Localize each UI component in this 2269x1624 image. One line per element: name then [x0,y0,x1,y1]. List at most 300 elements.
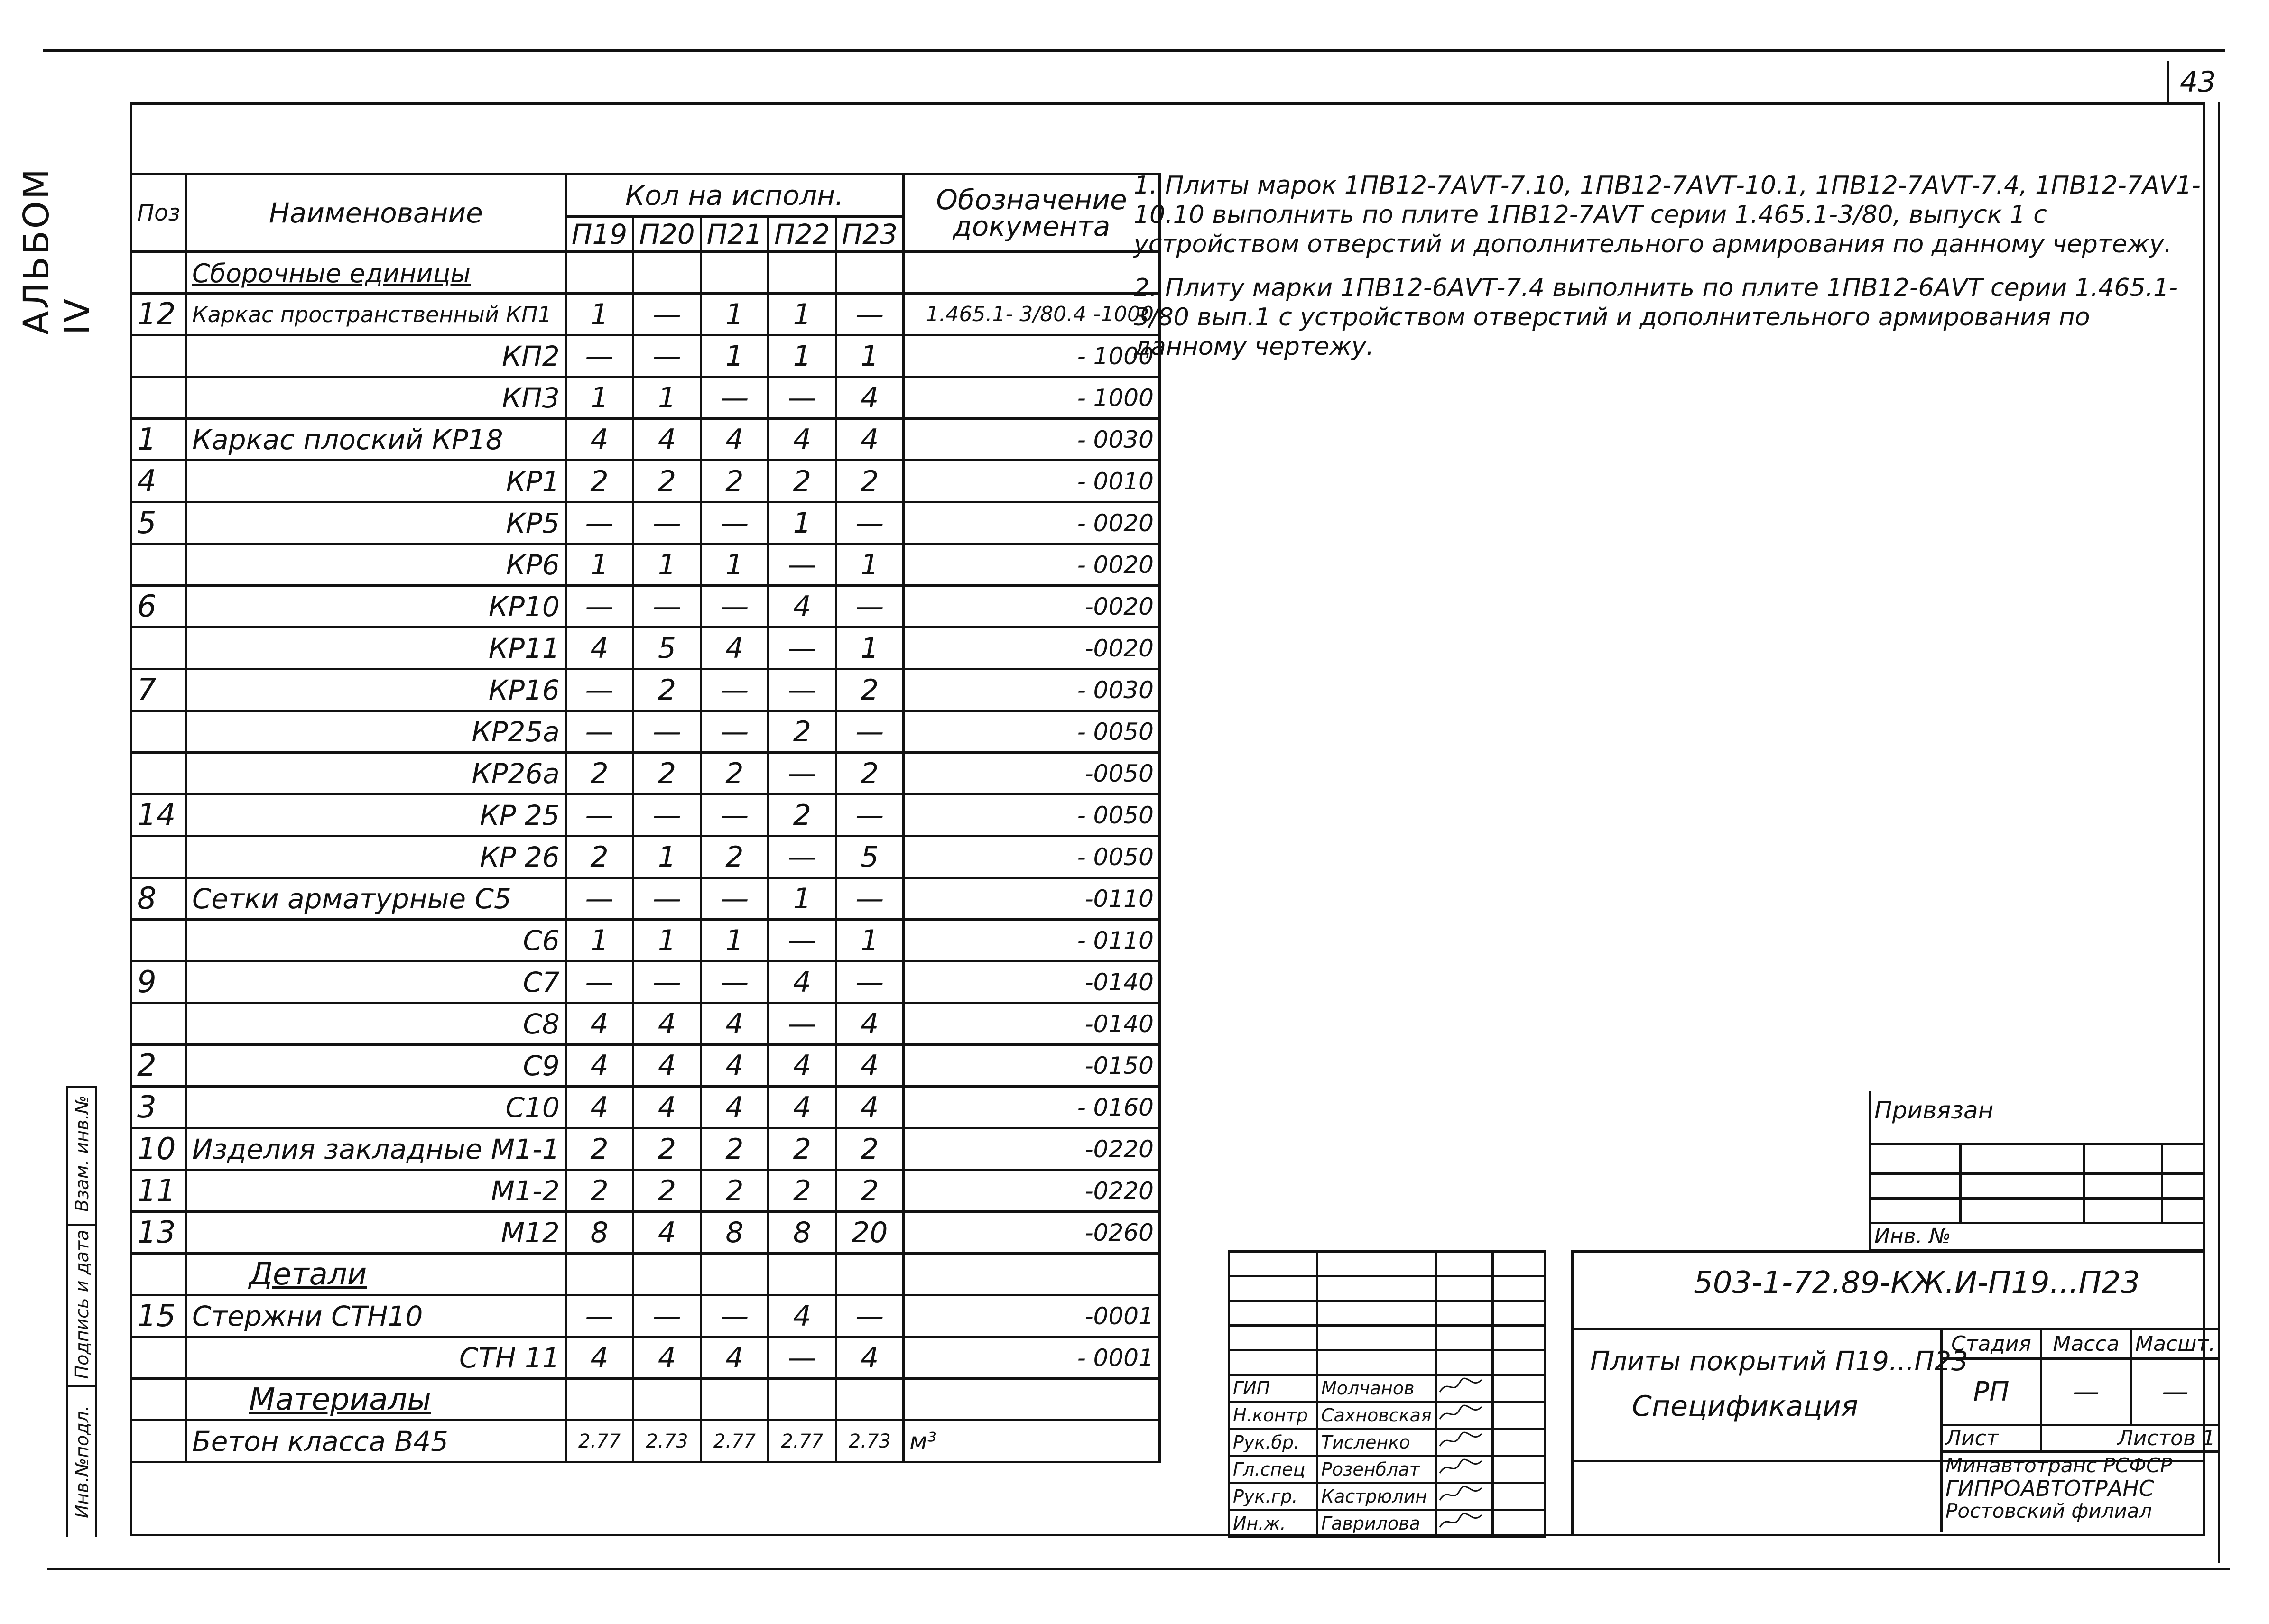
row-doc: - 0010 [903,461,1159,502]
header-pos: Поз [131,174,186,252]
row-name: Каркас плоский КР18 [186,419,565,461]
staff-row [1229,1510,1545,1537]
table-row [131,711,1160,753]
staff-role: Рук.бр. [1229,1429,1317,1456]
row-doc: - 0030 [903,419,1159,461]
header-name: Наименование [186,174,565,252]
note-1: 1. Плиты марок 1ПВ12-7АⅤТ-7.10, 1ПВ12-7АⅤТ-10.1, 1ПВ12-7АⅤТ-7.4, 1ПВ12-7АⅤ1-10.10 выполнить по плите 1ПВ12-7АⅤТ серии 1.465.1-3/80, выпуск 1 с устройством отверстий и дополнительного армирования по данному чертежу. [1134,171,2201,258]
qty-cell: 4 [701,1337,768,1379]
row-name: М1-2 [186,1170,565,1212]
qty-cell: 8 [769,1212,836,1254]
qty-cell: — [701,961,768,1003]
staff-name: Молчанов [1317,1375,1436,1402]
qty-cell: — [633,502,701,544]
row-doc: -0150 [903,1045,1159,1087]
qty-cell: — [769,1337,836,1379]
stage-value: РП [1942,1359,2041,1425]
binding-title: Привязан [1871,1091,2205,1144]
qty-cell: — [769,1003,836,1045]
section-title-text: Детали [249,1256,367,1292]
row-pos: 7 [131,669,186,711]
qty-cell: — [565,586,633,627]
row-pos [131,627,186,669]
date-cell [1492,1375,1545,1402]
empty-cell [633,1254,701,1295]
tb-right-left [1571,1250,1574,1535]
qty-cell: — [701,669,768,711]
qty-cell: 1 [701,544,768,586]
row-pos: 13 [131,1212,186,1254]
qty-cell: 2 [836,461,903,502]
qty-cell: 1 [565,920,633,961]
empty-cell [903,1254,1159,1295]
header-variant: П22 [769,217,836,252]
side-stamp-div2 [66,1385,97,1387]
table-row [131,1212,1160,1254]
qty-cell: 4 [633,419,701,461]
row-pos [131,920,186,961]
row-name: Сетки арматурные С5 [186,878,565,920]
row-name: КР 26 [186,836,565,878]
table-row [131,836,1160,878]
row-doc: -0140 [903,961,1159,1003]
qty-cell: 4 [565,1337,633,1379]
qty-cell: 4 [769,586,836,627]
signature-scribble [1437,1376,1484,1397]
qty-cell: — [836,294,903,335]
empty-cell [903,252,1159,294]
qty-cell: 2 [836,1170,903,1212]
qty-cell: 5 [836,836,903,878]
table-row [131,502,1160,544]
side-stamp-inv-vzam: Взам. инв.№ [72,1095,93,1212]
qty-cell: 5 [633,627,701,669]
staff-name: Розенблат [1317,1456,1436,1483]
qty-cell: 1 [633,377,701,419]
frame-bottom [130,1534,2205,1536]
qty-cell: 1 [769,878,836,920]
row-pos [131,1421,186,1462]
album-label: АЛЬБОМ IV [16,167,98,335]
row-name: КР16 [186,669,565,711]
tb-right-top [1571,1250,2203,1253]
header-qty: Кол на исполн. [565,174,903,217]
qty-cell: 2 [701,836,768,878]
row-name: С9 [186,1045,565,1087]
row-name: С6 [186,920,565,961]
qty-cell: — [565,335,633,377]
row-name: КП2 [186,335,565,377]
qty-cell: 2.77 [701,1421,768,1462]
staff-role: Гл.спец [1229,1456,1317,1483]
row-doc: -0220 [903,1170,1159,1212]
side-stamp-sign-date: Подпись и дата [72,1229,93,1379]
row-doc: м³ [903,1421,1159,1462]
qty-cell: 2 [633,1128,701,1170]
empty-cell [769,252,836,294]
qty-cell: — [769,753,836,794]
mass-value: — [2041,1359,2131,1425]
table-row [131,1087,1160,1128]
qty-cell: 2 [565,753,633,794]
qty-cell: — [769,920,836,961]
qty-cell: 4 [633,1212,701,1254]
row-pos [131,836,186,878]
qty-cell: 1 [633,544,701,586]
title-block-stage [1940,1328,2218,1532]
qty-cell: — [836,961,903,1003]
section-title-text: Материалы [249,1382,431,1417]
section-row [131,1379,1160,1421]
staff-role: ГИП [1229,1375,1317,1402]
row-pos: 14 [131,794,186,836]
row-doc: - 1000 [903,377,1159,419]
qty-cell: — [701,502,768,544]
qty-cell: 4 [769,1295,836,1337]
qty-cell: 1 [836,335,903,377]
header-variant: П20 [633,217,701,252]
row-doc: - 0050 [903,711,1159,753]
row-doc: -0140 [903,1003,1159,1045]
date-cell [1492,1510,1545,1537]
empty-cell [565,1254,633,1295]
qty-cell: — [565,669,633,711]
qty-cell: 2 [836,669,903,711]
empty-cell [633,252,701,294]
qty-cell: 1 [836,627,903,669]
row-doc: -0220 [903,1128,1159,1170]
row-pos [131,544,186,586]
qty-cell: 2 [701,461,768,502]
row-pos [131,335,186,377]
row-name: КР11 [186,627,565,669]
qty-cell: 8 [701,1212,768,1254]
qty-cell: 2 [701,1128,768,1170]
staff-row [1229,1429,1545,1456]
qty-cell: 4 [836,419,903,461]
row-name: Бетон класса В45 [186,1421,565,1462]
row-pos [131,711,186,753]
row-doc: -0020 [903,586,1159,627]
signature-scribble [1437,1484,1484,1505]
qty-cell: 8 [565,1212,633,1254]
signature [1435,1429,1492,1456]
row-name: С8 [186,1003,565,1045]
qty-cell: 2 [633,1170,701,1212]
row-pos [131,1254,186,1295]
qty-cell: 4 [836,377,903,419]
header-variant: П23 [836,217,903,252]
qty-cell: 4 [836,1337,903,1379]
row-name: СТН 11 [186,1337,565,1379]
qty-cell: — [769,627,836,669]
signature [1435,1402,1492,1429]
qty-cell: 2 [565,1170,633,1212]
qty-cell: 4 [565,419,633,461]
qty-cell: — [565,1295,633,1337]
drawing-title-2: Спецификация [1632,1390,1859,1423]
staff-role: Ин.ж. [1229,1510,1317,1537]
table-row [131,586,1160,627]
signature-scribble [1437,1403,1484,1424]
empty-cell [769,1379,836,1421]
empty-cell [701,1379,768,1421]
row-pos [131,1337,186,1379]
row-doc: -0110 [903,878,1159,920]
table-row [131,1337,1160,1379]
qty-cell: 1 [701,294,768,335]
qty-cell: 1 [836,544,903,586]
scale-label: Масшт. [2131,1329,2219,1359]
section-title [186,252,565,294]
sheet-number-box-left [2167,61,2169,104]
empty-cell [701,1254,768,1295]
note-2: 2. Плиту марки 1ПВ12-6АⅤТ-7.4 выполнить по плите 1ПВ12-6АⅤТ серии 1.465.1-3/80 вып.1 с устройством отверстий и дополнительного армирования по данному чертежу. [1134,274,2178,361]
qty-cell: 4 [565,1087,633,1128]
qty-cell: 4 [565,1003,633,1045]
table-row [131,627,1160,669]
qty-cell: 1 [769,294,836,335]
bottom-border-line [47,1568,2230,1570]
qty-cell: 4 [633,1087,701,1128]
table-row [131,920,1160,961]
qty-cell: 2 [633,669,701,711]
qty-cell: 2 [836,1128,903,1170]
side-stamp-div1 [66,1224,97,1226]
qty-cell: 1 [565,294,633,335]
specification-table [130,173,1161,1463]
qty-cell: — [633,294,701,335]
qty-cell: — [701,794,768,836]
section-title [186,1379,565,1421]
qty-cell: — [701,1295,768,1337]
document-code: 503-1-72.89-КЖ.И-П19...П23 [1694,1265,2140,1301]
section-row [131,1254,1160,1295]
staff-name: Тисленко [1317,1429,1436,1456]
qty-cell: 4 [633,1045,701,1087]
side-stamp-inv-podl: Инв.№подл. [72,1405,93,1519]
table-row [131,961,1160,1003]
qty-cell: — [565,878,633,920]
staff-name: Кастрюлин [1317,1483,1436,1510]
row-doc: - 0020 [903,502,1159,544]
table-row [131,419,1160,461]
table-row [131,1045,1160,1087]
date-cell [1492,1456,1545,1483]
table-row [131,1295,1160,1337]
header-variant: П19 [565,217,633,252]
row-doc: -0260 [903,1212,1159,1254]
qty-cell: — [836,878,903,920]
qty-cell: — [769,669,836,711]
row-doc: - 0110 [903,920,1159,961]
org-line-1: Минавтотранс РСФСР [1945,1454,2172,1477]
qty-cell: 4 [769,1087,836,1128]
qty-cell: 20 [836,1212,903,1254]
row-name: С7 [186,961,565,1003]
organization [1942,1452,2219,1532]
qty-cell: 4 [565,627,633,669]
table-row [131,794,1160,836]
table-row [131,335,1160,377]
row-doc: - 0160 [903,1087,1159,1128]
row-name: КР25а [186,711,565,753]
row-pos: 5 [131,502,186,544]
table-row [131,878,1160,920]
qty-cell: — [701,711,768,753]
row-pos [131,1379,186,1421]
qty-cell: 1 [633,836,701,878]
signature-scribble [1437,1511,1484,1532]
row-name: Каркас пространственный КП1 [186,294,565,335]
staff-role: Н.контр [1229,1402,1317,1429]
row-pos: 8 [131,878,186,920]
qty-cell: — [565,794,633,836]
side-stamp-top [66,1086,97,1088]
section-title-text: Сборочные единицы [192,258,471,288]
row-name: КР10 [186,586,565,627]
row-pos [131,252,186,294]
table-row [131,1170,1160,1212]
qty-cell: 1 [701,920,768,961]
qty-cell: 4 [836,1087,903,1128]
qty-cell: — [836,1295,903,1337]
qty-cell: 2 [633,753,701,794]
qty-cell: 4 [633,1337,701,1379]
qty-cell: 4 [701,1087,768,1128]
signature [1435,1510,1492,1537]
qty-cell: 1 [565,544,633,586]
scale-value: — [2131,1359,2219,1425]
qty-cell: 1 [633,920,701,961]
row-name: КП3 [186,377,565,419]
qty-cell: — [836,711,903,753]
qty-cell: 2 [769,794,836,836]
qty-cell: — [769,377,836,419]
sheet-label: Лист [1942,1425,2041,1452]
row-pos: 12 [131,294,186,335]
row-name: КР26а [186,753,565,794]
side-stamp-left [66,1086,68,1537]
qty-cell: — [769,544,836,586]
table-row [131,753,1160,794]
qty-cell: 2 [701,1170,768,1212]
row-pos: 6 [131,586,186,627]
qty-cell: 4 [769,961,836,1003]
row-pos [131,1003,186,1045]
binding-stamp [1869,1091,2205,1252]
header-variant: П21 [701,217,768,252]
qty-cell: — [565,711,633,753]
row-pos: 11 [131,1170,186,1212]
qty-cell: 2.77 [565,1421,633,1462]
table-row [131,544,1160,586]
top-border-line [43,49,2225,52]
signature [1435,1483,1492,1510]
qty-cell: — [701,377,768,419]
row-doc: -0050 [903,753,1159,794]
signature [1435,1375,1492,1402]
qty-cell: 2 [565,836,633,878]
qty-cell: 2 [769,1128,836,1170]
qty-cell: 4 [836,1045,903,1087]
staff-name: Сахновская [1317,1402,1436,1429]
row-name: Стержни СТН10 [186,1295,565,1337]
staff-role: Рук.гр. [1229,1483,1317,1510]
row-name: М12 [186,1212,565,1254]
table-row [131,669,1160,711]
drawing-title-1: Плиты покрытий П19...П23 [1590,1346,1968,1377]
row-pos: 10 [131,1128,186,1170]
qty-cell: 2 [769,461,836,502]
qty-cell: — [633,586,701,627]
date-cell [1492,1483,1545,1510]
qty-cell: 2 [701,753,768,794]
qty-cell: 1 [836,920,903,961]
section-title [186,1254,565,1295]
header-doc: Обозначение документа [903,174,1159,252]
qty-cell: — [836,586,903,627]
qty-cell: — [565,961,633,1003]
date-cell [1492,1402,1545,1429]
row-doc: - 0030 [903,669,1159,711]
qty-cell: 4 [769,1045,836,1087]
table-row [131,377,1160,419]
qty-cell: 2 [836,753,903,794]
qty-cell: 4 [701,419,768,461]
staff-row [1229,1402,1545,1429]
qty-cell: 1 [565,377,633,419]
row-doc: -0020 [903,627,1159,669]
table-row [131,1003,1160,1045]
row-doc: - 0020 [903,544,1159,586]
row-doc: - 0001 [903,1337,1159,1379]
row-name: С10 [186,1087,565,1128]
table-row [131,461,1160,502]
row-pos: 9 [131,961,186,1003]
signature [1435,1456,1492,1483]
staff-row [1229,1483,1545,1510]
empty-cell [701,252,768,294]
empty-cell [633,1379,701,1421]
empty-cell [565,252,633,294]
row-doc: - 0050 [903,836,1159,878]
notes [1134,171,2201,376]
qty-cell: — [633,711,701,753]
qty-cell: 1 [769,502,836,544]
qty-cell: — [565,502,633,544]
row-pos: 15 [131,1295,186,1337]
qty-cell: — [633,961,701,1003]
qty-cell: 1 [769,335,836,377]
side-stamp-right [95,1086,97,1537]
row-name: КР1 [186,461,565,502]
qty-cell: 2 [769,1170,836,1212]
sheet-number: 43 [2180,65,2216,99]
qty-cell: 4 [701,1045,768,1087]
row-doc: - 1000 [903,335,1159,377]
title-block-staff [1228,1250,1546,1538]
table-row [131,1128,1160,1170]
row-name: КР5 [186,502,565,544]
qty-cell: 4 [769,419,836,461]
row-pos [131,377,186,419]
table-row [131,1421,1160,1462]
mass-label: Масса [2041,1329,2131,1359]
row-pos: 3 [131,1087,186,1128]
row-pos: 1 [131,419,186,461]
outer-right-line [2218,102,2220,1563]
